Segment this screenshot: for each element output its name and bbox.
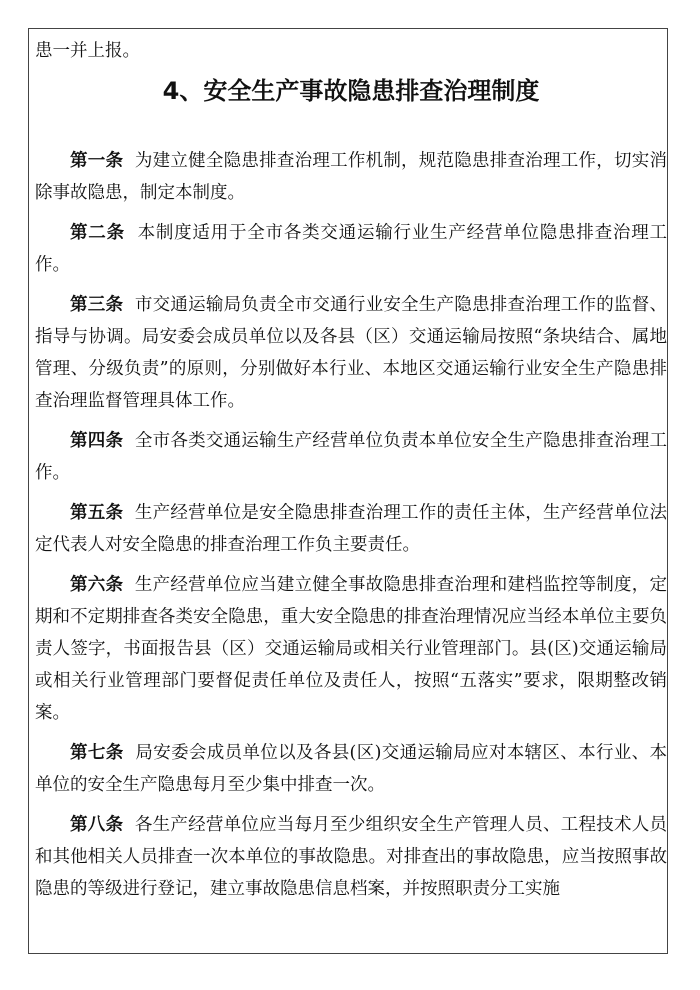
article-text: 生产经营单位应当建立健全事故隐患排查治理和建档监控等制度，定期和不定期排查各类安全隐患，重大安全隐患的排查治理情况应当经本单位主要负责人签字，书面报告县（区）交通运输局或相关行业管理部门。县(区)交通运输局或相关行业管理部门要督促责任单位及责任人，按照“五落实”要求，限期整改销案。 (35, 575, 668, 723)
page-frame (28, 28, 668, 954)
title-spacer (35, 111, 667, 145)
article-2 (35, 217, 667, 281)
article-text: 为建立健全隐患排查治理工作机制，规范隐患排查治理工作，切实消除事故隐患，制定本制度。 (35, 151, 668, 203)
article-8 (35, 809, 667, 905)
article-label: 第八条 (70, 815, 124, 835)
article-text: 生产经营单位是安全隐患排查治理工作的责任主体，生产经营单位法定代表人对安全隐患的排查治理工作负主要责任。 (35, 503, 668, 555)
article-text: 局安委会成员单位以及各县(区)交通运输局应对本辖区、本行业、本单位的安全生产隐患每月至少集中排查一次。 (35, 743, 667, 795)
article-5 (35, 497, 667, 561)
article-text: 各生产经营单位应当每月至少组织安全生产管理人员、工程技术人员和其他相关人员排查一次本单位的事故隐患。对排查出的事故隐患，应当按照事故隐患的等级进行登记，建立事故隐患信息档案，并按照职责分工实施 (35, 815, 668, 899)
article-3 (35, 289, 667, 417)
document-body (29, 29, 668, 905)
article-label: 第七条 (70, 743, 124, 763)
article-label: 第三条 (70, 295, 124, 315)
article-label: 第一条 (70, 151, 124, 171)
article-7 (35, 737, 667, 801)
article-label: 第五条 (70, 503, 124, 523)
continuation-text: 患一并上报。 (35, 41, 140, 61)
article-label: 第二条 (70, 223, 125, 243)
article-6 (35, 569, 667, 729)
article-text: 市交通运输局负责全市交通行业安全生产隐患排查治理工作的监督、指导与协调。局安委会成员单位以及各县（区）交通运输局按照“条块结合、属地管理、分级负责”的原则，分别做好本行业、本地区交通运输行业安全生产隐患排查治理监督管理具体工作。 (35, 295, 668, 411)
article-text: 本制度适用于全市各类交通运输行业生产经营单位隐患排查治理工作。 (35, 223, 668, 275)
article-label: 第六条 (70, 575, 124, 595)
article-4 (35, 425, 667, 489)
section-title: 4、安全生产事故隐患排查治理制度 (162, 77, 540, 105)
article-text: 全市各类交通运输生产经营单位负责本单位安全生产隐患排查治理工作。 (35, 431, 668, 483)
article-1 (35, 145, 667, 209)
article-label: 第四条 (70, 431, 124, 451)
